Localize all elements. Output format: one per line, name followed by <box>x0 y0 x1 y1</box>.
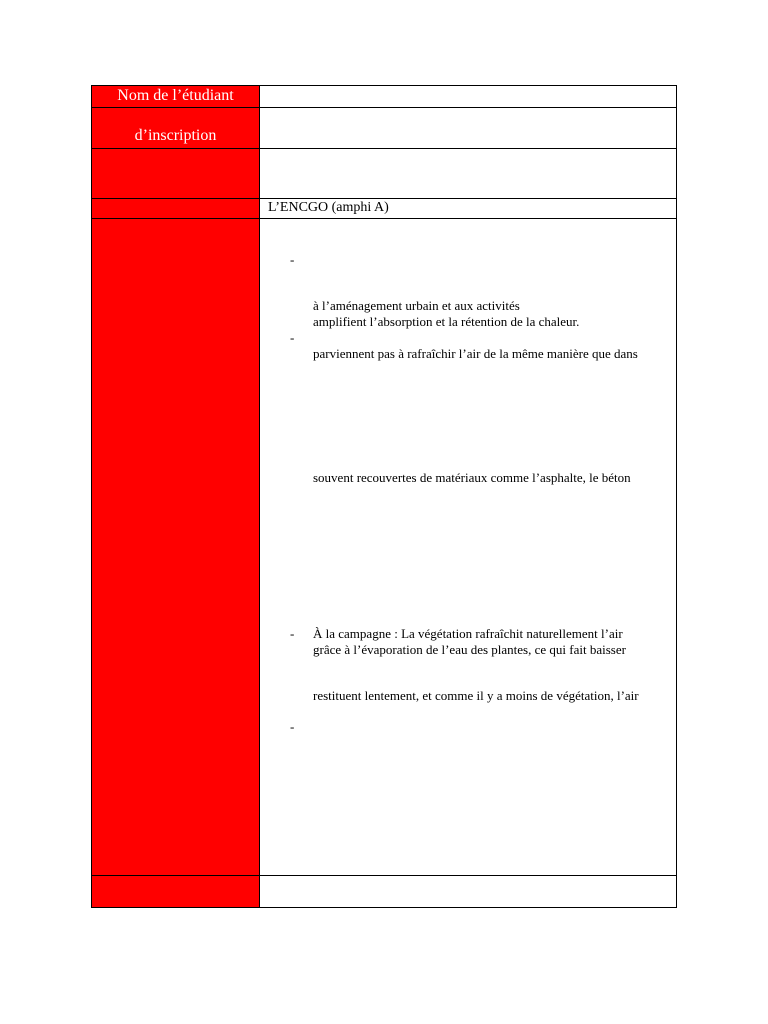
inscription-field[interactable] <box>260 108 676 148</box>
inscription-label: d’inscription <box>134 127 217 144</box>
student-name-label: Nom de l’étudiant <box>117 87 234 104</box>
venue-label-cell <box>92 199 260 218</box>
row-blank <box>92 148 676 198</box>
footer-label-cell <box>92 876 260 907</box>
blank-label-cell <box>92 149 260 198</box>
row-inscription <box>92 107 676 148</box>
content-line-6: grâce à l’évaporation de l’eau des plantes, ce qui fait baisser <box>313 642 626 657</box>
content-line-7: restituent lentement, et comme il y a moins de végétation, l’air <box>313 688 639 703</box>
content-label-cell <box>92 219 260 875</box>
venue-cell <box>260 199 676 218</box>
student-name-field[interactable] <box>260 86 676 107</box>
row-content <box>92 218 676 875</box>
content-line-5: À la campagne : La végétation rafraîchit naturellement l’air <box>313 626 623 641</box>
content-cell <box>260 219 676 875</box>
bullet-dash-1: - <box>290 252 295 267</box>
content-line-1: à l’aménagement urbain et aux activités <box>313 298 520 313</box>
content-line-2: amplifient l’absorption et la rétention de la chaleur. <box>313 314 580 329</box>
row-student-name <box>92 86 676 107</box>
bullet-dash-4: - <box>290 719 295 734</box>
bullet-dash-2: - <box>290 330 295 345</box>
row-venue <box>92 198 676 218</box>
content-line-4: souvent recouvertes de matériaux comme l’asphalte, le béton <box>313 470 631 485</box>
venue-value: L’ENCGO (amphi A) <box>268 200 389 215</box>
student-name-label-cell <box>92 86 260 107</box>
row-footer <box>92 875 676 907</box>
inscription-label-cell <box>92 108 260 148</box>
footer-field[interactable] <box>260 876 676 907</box>
blank-field[interactable] <box>260 149 676 198</box>
registration-form-table <box>91 85 677 908</box>
content-line-3: parviennent pas à rafraîchir l’air de la même manière que dans <box>313 346 638 361</box>
bullet-dash-3: - <box>290 626 295 641</box>
